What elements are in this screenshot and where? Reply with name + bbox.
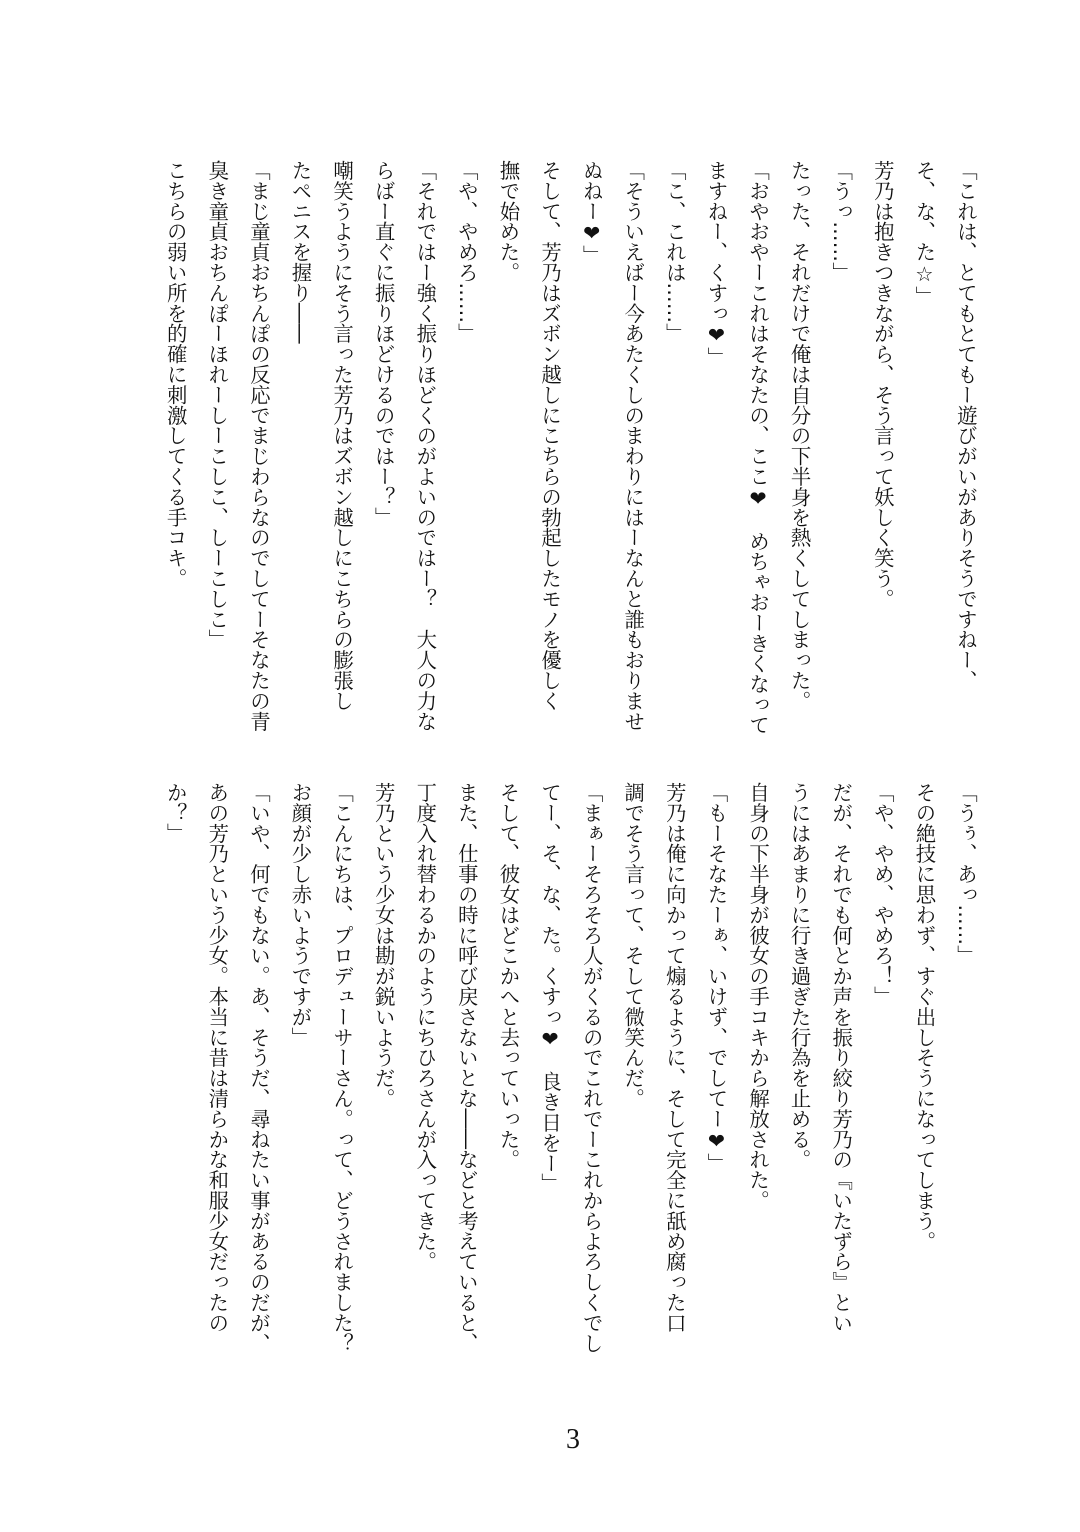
text-line: 「もーそなたーぁ、いけず、でしてー❤」 (704, 782, 729, 1174)
text-line: 調でそう言って、そして微笑んだ。 (621, 782, 646, 1109)
text-line: 「それではー強く振りほどくのがよいのではー？ 大人の力な (413, 160, 438, 732)
text-line: そ、な、た☆」 (912, 160, 937, 307)
text-line: 芳乃は俺に向かって煽るように、そして完全に舐め腐った口 (662, 782, 687, 1333)
text-block-bottom (154, 782, 986, 1362)
text-line: 「まぁーそろそろ人がくるのでこれでーこれからよろしくでし (579, 782, 604, 1354)
text-line: 芳乃は抱きつきながら、そう言って妖しく笑う。 (870, 160, 895, 609)
text-block-top (154, 160, 986, 740)
text-line: 「まじ童貞おちんぽの反応でまじわらなのでしてーそなたの青 (246, 160, 271, 732)
text-line: そして、芳乃はズボン越しにこちらの勃起したモノを優しく (538, 160, 563, 711)
page-number: 3 (566, 1424, 580, 1455)
text-line: こちらの弱い所を的確に刺激してくる手コキ。 (163, 160, 188, 589)
text-line: らばー直ぐに振りほどけるのではー？」 (371, 160, 396, 528)
text-line: 自身の下半身が彼女の手コキから解放された。 (746, 782, 771, 1211)
text-line: あの芳乃という少女。本当に昔は清らかな和服少女だったの (205, 782, 230, 1333)
text-line: たペニスを握り―― (288, 160, 313, 344)
text-line: 「そういえばー今あたくしのまわりにはーなんと誰もおりませ (621, 160, 646, 732)
text-line: 「や、やめろ……」 (454, 160, 479, 344)
text-line: だが、それでも何とか声を振り絞り芳乃の『いたずら』とい (829, 782, 854, 1333)
text-line: 「これは、とてもとてもー遊びがいがありそうですねー、 (954, 160, 978, 691)
text-line: 「うっ……」 (829, 160, 854, 283)
text-line: お顔が少し赤いようですが」 (288, 782, 313, 1048)
text-line: ぬねー❤」 (579, 160, 604, 266)
text-line: か？」 (163, 782, 188, 844)
text-line: 「こんにちは、プロデューサーさん。って、どうされました？ (330, 782, 355, 1354)
text-line: そして、彼女はどこかへと去っていった。 (496, 782, 521, 1170)
text-line: 芳乃という少女は勘が鋭いようだ。 (371, 782, 396, 1109)
text-line: 「や、やめ、やめろ！」 (870, 782, 895, 1007)
text-line: 臭き童貞おちんぽーほれーしーこしこ、しーこしこ」 (205, 160, 230, 650)
text-line: 嘲笑うようにそう言った芳乃はズボン越しにこちらの膨張し (330, 160, 355, 711)
text-line: 「いや、何でもない。あ、そうだ、尋ねたい事があるのだが、 (246, 782, 271, 1354)
text-line: また、仕事の時に呼び戻さないとな――などと考えていると、 (454, 782, 479, 1354)
text-line: てー、そ、な、た。くすっ❤ 良き日をー」 (538, 782, 563, 1194)
text-line: 「こ、これは……」 (662, 160, 687, 344)
text-line: 撫で始めた。 (496, 160, 521, 283)
text-line: たった、それだけで俺は自分の下半身を熱くしてしまった。 (787, 160, 812, 711)
text-line: うにはあまりに行き過ぎた行為を止める。 (787, 782, 812, 1170)
text-line: 「うぅ、あっ……」 (954, 782, 978, 966)
text-line: 丁度入れ替わるかのようにちひろさんが入ってきた。 (413, 782, 438, 1272)
text-line: ますねー、くすっ❤」 (704, 160, 729, 368)
text-line: 「おやおやーこれはそなたの、ここ❤ めちゃおーきくなって (746, 160, 771, 735)
text-line: その絶技に思わず、すぐ出しそうになってしまう。 (912, 782, 937, 1252)
